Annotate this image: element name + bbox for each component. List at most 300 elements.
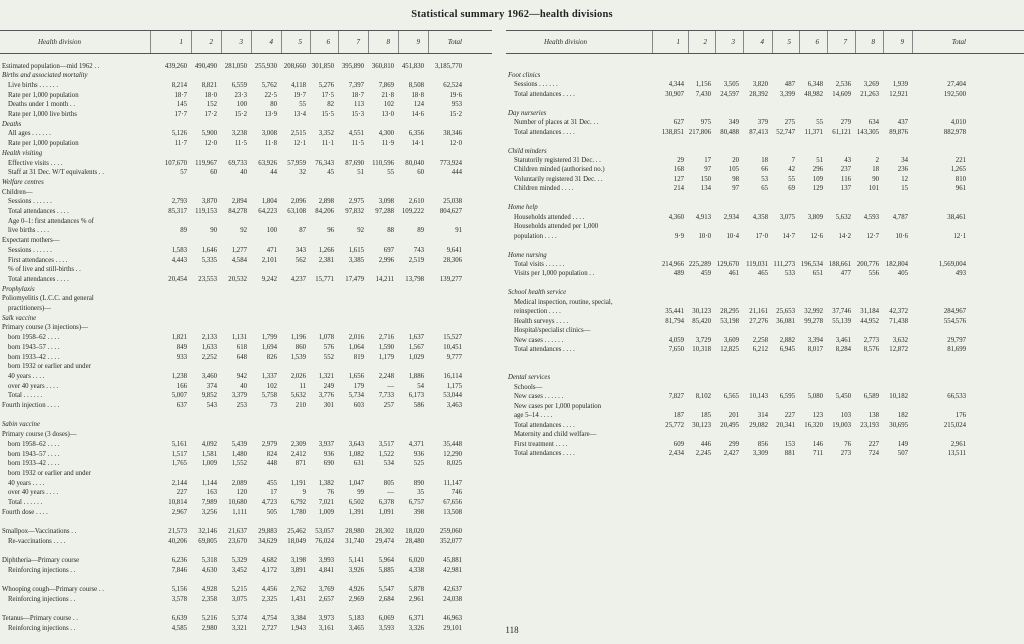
cell-value: 4,010: [950, 119, 966, 127]
cell-value: 439,260: [164, 62, 187, 70]
cell-value: 2,773: [863, 336, 879, 344]
table-row: [0, 412, 492, 420]
cell-value: 12·0: [449, 140, 462, 148]
cell-value: 374: [206, 382, 217, 390]
table-row: [506, 308, 1024, 316]
cell-value: 30,695: [889, 421, 908, 429]
cell-value: 76: [844, 440, 851, 448]
cell-value: 1,238: [171, 372, 187, 380]
cell-value: 3,008: [261, 130, 277, 138]
cell-value: 2,245: [695, 449, 711, 457]
cell-value: 139,277: [439, 275, 462, 283]
table-row: [0, 431, 492, 439]
cell-value: 1,111: [232, 508, 247, 516]
cell-value: 101: [868, 185, 879, 193]
cell-value: 27,404: [947, 81, 966, 89]
cell-value: 17·7: [174, 111, 187, 118]
column-header: 3: [239, 38, 243, 46]
cell-value: 48,982: [804, 90, 823, 98]
cell-value: 11·5: [234, 140, 247, 148]
row-label: Primary course (3 injections)—: [2, 324, 88, 332]
column-rule: [368, 31, 369, 53]
row-label: Total . . . . . .: [8, 392, 43, 400]
cell-value: 284,967: [943, 308, 966, 316]
cell-value: 113: [354, 101, 364, 109]
cell-value: 28,295: [720, 308, 739, 316]
column-header: 9: [900, 38, 904, 46]
table-row: [0, 276, 492, 284]
cell-value: 5,126: [171, 130, 187, 138]
cell-value: 4,059: [668, 336, 684, 344]
cell-value: 1,633: [201, 343, 217, 351]
cell-value: 493: [955, 270, 966, 278]
cell-value: 5,900: [201, 130, 217, 138]
column-header: 6: [815, 38, 819, 46]
table-row: [506, 214, 1024, 222]
cell-value: 2,979: [261, 440, 277, 448]
cell-value: 55,139: [832, 317, 851, 325]
table-row: [0, 460, 492, 468]
table-row: [0, 383, 492, 391]
cell-value: 4,630: [201, 566, 217, 574]
table-row: [506, 81, 1024, 89]
cell-value: 42: [788, 166, 795, 174]
cell-value: 90: [210, 227, 217, 235]
cell-value: 459: [700, 270, 711, 278]
row-label: reinspection . . . .: [514, 308, 561, 316]
cell-value: 188,661: [828, 260, 851, 268]
row-label: First attendances . . . .: [8, 256, 68, 264]
cell-value: 9,242: [261, 275, 277, 283]
cell-value: 92: [240, 227, 247, 235]
cell-value: 810: [955, 175, 966, 183]
row-label: over 40 years . . . .: [8, 489, 59, 497]
cell-value: 69,733: [228, 159, 247, 167]
cell-value: 73: [270, 402, 277, 409]
cell-value: 1,567: [408, 343, 424, 351]
cell-value: 273: [840, 449, 851, 457]
cell-value: 17·2: [204, 111, 217, 118]
row-label: New cases per 1,000 population: [514, 402, 602, 410]
cell-value: 2,657: [318, 596, 334, 603]
cell-value: 826: [266, 353, 277, 361]
row-label: Health visiting: [2, 149, 43, 157]
cell-value: 19·6: [449, 91, 462, 99]
cell-value: 637: [176, 402, 187, 409]
cell-value: 4,551: [348, 130, 364, 138]
cell-value: 6,792: [290, 499, 306, 506]
row-label: Age 0–1: first attendances % of: [8, 217, 94, 225]
cell-value: 24,597: [720, 90, 739, 98]
cell-value: 20,341: [776, 421, 795, 429]
cell-value: 279: [840, 119, 851, 127]
table-row: [506, 242, 1024, 250]
cell-value: 124: [413, 101, 424, 109]
cell-value: 1,780: [290, 508, 306, 516]
cell-value: 3,809: [807, 213, 823, 221]
row-label: Total attendances . . . .: [514, 421, 575, 429]
table-row: [0, 169, 492, 177]
column-rule: [150, 31, 151, 53]
column-rule: [827, 31, 828, 53]
cell-value: 2,898: [318, 198, 334, 206]
row-label: Children minded . . . .: [514, 185, 574, 193]
cell-value: 6,945: [779, 346, 795, 353]
cell-value: 137: [840, 185, 851, 193]
cell-value: 215,024: [943, 421, 966, 429]
column-header: 9: [416, 38, 420, 46]
cell-value: 3,309: [752, 449, 768, 457]
cell-value: 860: [295, 343, 306, 351]
cell-value: 127: [673, 175, 684, 183]
cell-value: 227: [784, 412, 795, 420]
cell-value: 3,505: [723, 81, 739, 89]
cell-value: 12,921: [889, 90, 908, 98]
cell-value: 51: [357, 169, 364, 177]
row-label: Day nurseries: [508, 109, 547, 117]
cell-value: 1,144: [201, 479, 217, 487]
cell-value: 168: [673, 166, 684, 174]
table-row: [506, 261, 1024, 269]
cell-value: 1,886: [408, 372, 424, 380]
cell-value: 3,729: [695, 336, 711, 344]
row-label: 40 years . . . .: [8, 372, 45, 380]
row-label: born 1958–62 . . . .: [8, 440, 60, 448]
cell-value: 57: [180, 169, 187, 177]
row-label: born 1933–42 . . . .: [8, 460, 60, 468]
cell-value: 67,656: [443, 499, 462, 506]
table-row: [0, 577, 492, 585]
cell-value: 2,980: [201, 625, 217, 633]
cell-value: 3,198: [290, 557, 306, 565]
cell-value: —: [387, 382, 394, 390]
cell-value: 6,236: [171, 557, 187, 565]
table-row: [0, 402, 492, 410]
cell-value: 82: [327, 101, 334, 109]
table-row: [506, 110, 1024, 118]
table-row: [0, 266, 492, 274]
cell-value: 187: [673, 412, 684, 420]
cell-value: 352,077: [439, 537, 462, 545]
cell-value: 1,569,004: [938, 260, 966, 268]
cell-value: 746: [451, 489, 462, 497]
cell-value: 4,344: [668, 81, 684, 89]
column-header: 7: [356, 38, 360, 46]
cell-value: 5,632: [290, 392, 306, 400]
cell-value: 465: [757, 270, 768, 278]
cell-value: 2,258: [752, 336, 768, 344]
cell-value: 46,963: [443, 615, 462, 623]
cell-value: 8,508: [408, 81, 424, 89]
table-row: [0, 111, 492, 119]
cell-value: 360,810: [371, 62, 394, 70]
cell-value: 5,547: [378, 586, 394, 594]
cell-value: 1,078: [318, 334, 334, 342]
cell-value: 7,827: [668, 393, 684, 401]
cell-value: 253: [236, 402, 247, 409]
cell-value: 62,524: [443, 81, 462, 89]
cell-value: 446: [700, 440, 711, 448]
column-header: 1: [676, 38, 680, 46]
table-row: [506, 412, 1024, 420]
column-header: 8: [871, 38, 875, 46]
cell-value: 107,670: [164, 159, 187, 167]
cell-value: 153: [784, 440, 795, 448]
table-row: [0, 373, 492, 381]
cell-value: 182: [897, 412, 908, 420]
table-row: [0, 160, 492, 168]
cell-value: 5,439: [231, 440, 247, 448]
cell-value: 15·3: [351, 111, 364, 118]
cell-value: 257: [383, 402, 394, 409]
cell-value: 1,431: [290, 596, 306, 603]
cell-value: 225,289: [688, 260, 711, 268]
table-row: [0, 305, 492, 313]
cell-value: 1,656: [348, 372, 364, 380]
cell-value: 5,318: [201, 557, 217, 565]
row-label: Deaths: [2, 120, 22, 128]
cell-value: 554,576: [943, 317, 966, 325]
cell-value: 7,846: [171, 566, 187, 574]
cell-value: 10·4: [726, 232, 739, 240]
table-row: [0, 596, 492, 604]
cell-value: 1,131: [231, 334, 247, 342]
cell-value: 119,031: [746, 260, 768, 268]
row-label: Live births . . . . . .: [8, 81, 59, 89]
row-label: Total visits . . . . . .: [514, 260, 565, 268]
cell-value: 227: [176, 489, 187, 497]
cell-value: 89: [180, 227, 187, 235]
cell-value: 21,573: [168, 528, 187, 536]
cell-value: 1,082: [348, 450, 364, 458]
cell-value: 63,108: [287, 208, 306, 215]
cell-value: 42,372: [889, 308, 908, 316]
cell-value: 92: [357, 227, 364, 235]
table-row: [0, 334, 492, 342]
cell-value: 4,928: [201, 586, 217, 594]
cell-value: 849: [176, 343, 187, 351]
cell-value: 40: [240, 169, 247, 177]
right-table-header: [506, 30, 1024, 54]
cell-value: 30,123: [692, 308, 711, 316]
cell-value: 4,443: [171, 256, 187, 264]
row-label: Maternity and child welfare—: [514, 431, 597, 439]
row-label: First treatment . . . .: [514, 440, 568, 448]
column-header: 2: [209, 38, 213, 46]
cell-value: 9,641: [446, 246, 462, 254]
column-rule: [912, 31, 913, 53]
cell-value: 3,769: [318, 586, 334, 594]
cell-value: 98: [732, 175, 739, 183]
cell-value: 15,771: [315, 275, 334, 283]
cell-value: 17·0: [755, 232, 768, 240]
cell-value: 97: [732, 185, 739, 193]
cell-value: 109: [812, 175, 823, 183]
table-row: [0, 140, 492, 148]
cell-value: 89,876: [889, 128, 908, 136]
cell-value: 5,156: [171, 586, 187, 594]
table-row: [506, 100, 1024, 108]
cell-value: 6,173: [408, 392, 424, 400]
cell-value: 3,075: [231, 596, 247, 603]
cell-value: 507: [897, 449, 908, 457]
cell-value: 2,961: [950, 440, 966, 448]
cell-value: 2,358: [201, 596, 217, 603]
cell-value: 214: [673, 185, 684, 193]
cell-value: 942: [236, 372, 247, 380]
cell-value: 5,215: [231, 586, 247, 594]
row-label: Expectant mothers—: [2, 237, 60, 245]
cell-value: 7,869: [378, 81, 394, 89]
cell-value: 166: [176, 382, 187, 390]
cell-value: 11·5: [351, 140, 364, 148]
cell-value: 343: [295, 246, 306, 254]
cell-value: 2,961: [408, 596, 424, 603]
table-row: [0, 179, 492, 187]
cell-value: 12,290: [443, 450, 462, 458]
cell-value: 97: [704, 166, 711, 174]
cell-value: 44,952: [860, 317, 879, 325]
cell-value: 34,629: [258, 537, 277, 545]
cell-value: 281,050: [224, 62, 247, 70]
cell-value: 1,581: [201, 450, 217, 458]
row-label: Smallpox—Vaccinations . .: [2, 528, 77, 536]
cell-value: 15·2: [234, 111, 247, 118]
cell-value: 11·7: [174, 140, 187, 148]
row-label: Children minded (authorised no.): [514, 166, 605, 174]
table-row: [506, 384, 1024, 392]
cell-value: 196,534: [800, 260, 823, 268]
cell-value: 395,890: [341, 62, 364, 70]
row-label: New cases . . . . . .: [514, 393, 564, 401]
cell-value: 24,038: [443, 596, 462, 603]
column-rule: [652, 31, 653, 53]
cell-value: 1,191: [290, 479, 306, 487]
table-row: [506, 166, 1024, 174]
column-rule: [398, 31, 399, 53]
cell-value: 6,595: [779, 393, 795, 401]
cell-value: 7,397: [348, 81, 364, 89]
cell-value: 2,684: [378, 596, 394, 603]
column-rule: [310, 31, 311, 53]
cell-value: 116: [841, 175, 851, 183]
table-row: [0, 237, 492, 245]
table-row: [0, 421, 492, 429]
cell-value: 4,723: [261, 499, 277, 506]
row-label: Reinforcing injections . .: [8, 596, 76, 603]
cell-value: 953: [451, 101, 462, 109]
table-row: [0, 518, 492, 526]
cell-value: 53,198: [720, 317, 739, 325]
cell-value: 37,746: [832, 308, 851, 316]
table-row: [0, 344, 492, 352]
cell-value: 42,637: [443, 586, 462, 594]
cell-value: 21·8: [381, 91, 394, 99]
cell-value: 804,627: [439, 208, 462, 215]
cell-value: 28,392: [749, 90, 768, 98]
row-label: Salk vaccine: [2, 314, 37, 322]
cell-value: 192,500: [943, 90, 966, 98]
cell-value: 15,527: [443, 334, 462, 342]
cell-value: 3,461: [835, 336, 851, 344]
column-rule: [883, 31, 884, 53]
column-header: 1: [179, 38, 183, 46]
table-row: [506, 346, 1024, 354]
cell-value: 819: [353, 353, 364, 361]
cell-value: 1,480: [231, 450, 247, 458]
table-row: [506, 450, 1024, 458]
cell-value: 11·8: [264, 140, 277, 148]
cell-value: 69,805: [198, 537, 217, 545]
column-header: 3: [731, 38, 735, 46]
cell-value: 7: [791, 157, 795, 164]
row-label: Fourth injection . . . .: [2, 402, 60, 409]
cell-value: 534: [383, 460, 394, 468]
cell-value: 227: [868, 440, 879, 448]
cell-value: 975: [700, 119, 711, 127]
table-row: [0, 557, 492, 565]
table-row: [0, 92, 492, 100]
cell-value: 25,462: [287, 528, 306, 536]
cell-value: 1,265: [950, 166, 966, 174]
cell-value: 14,211: [375, 275, 394, 283]
table-row: [0, 198, 492, 206]
cell-value: 105: [728, 166, 739, 174]
row-label: Total . . . . . .: [8, 499, 43, 506]
row-label: Sessions . . . . . .: [514, 81, 558, 89]
cell-value: 66,533: [947, 393, 966, 401]
cell-value: 29,101: [443, 625, 462, 633]
page-title: Statistical summary 1962—health divisions: [411, 9, 613, 20]
cell-value: 444: [451, 169, 462, 177]
column-header: 7: [843, 38, 847, 46]
cell-value: 881: [784, 449, 795, 457]
cell-value: 87,690: [345, 159, 364, 167]
row-label: Sabin vaccine: [2, 421, 40, 429]
cell-value: 12·6: [810, 232, 823, 240]
cell-value: 10,143: [749, 393, 768, 401]
table-row: [0, 295, 492, 303]
cell-value: 32: [299, 169, 306, 177]
cell-value: 18,020: [405, 528, 424, 536]
cell-value: 4,300: [378, 130, 394, 138]
cell-value: 19,003: [832, 421, 851, 429]
row-label: School health service: [508, 289, 567, 297]
cell-value: 119,967: [195, 159, 217, 167]
cell-value: 85,317: [168, 208, 187, 215]
cell-value: 11·9: [381, 140, 394, 148]
cell-value: 9: [302, 489, 306, 497]
table-row: [0, 538, 492, 546]
cell-value: 28,302: [375, 528, 394, 536]
cell-value: 7,430: [695, 90, 711, 98]
row-label: Home help: [508, 204, 538, 212]
cell-value: 36,081: [776, 317, 795, 325]
cell-value: 185: [700, 412, 711, 420]
table-row: [506, 176, 1024, 184]
cell-value: 2,427: [723, 449, 739, 457]
cell-value: 65: [761, 185, 768, 193]
cell-value: 743: [413, 246, 424, 254]
cell-value: 6,356: [408, 130, 424, 138]
cell-value: 25,772: [665, 421, 684, 429]
division-header-label: Health division: [38, 38, 81, 46]
table-row: [0, 354, 492, 362]
cell-value: 2,536: [835, 81, 851, 89]
cell-value: 18·7: [174, 91, 187, 99]
cell-value: 111,273: [773, 260, 795, 268]
cell-value: 2,515: [290, 130, 306, 138]
